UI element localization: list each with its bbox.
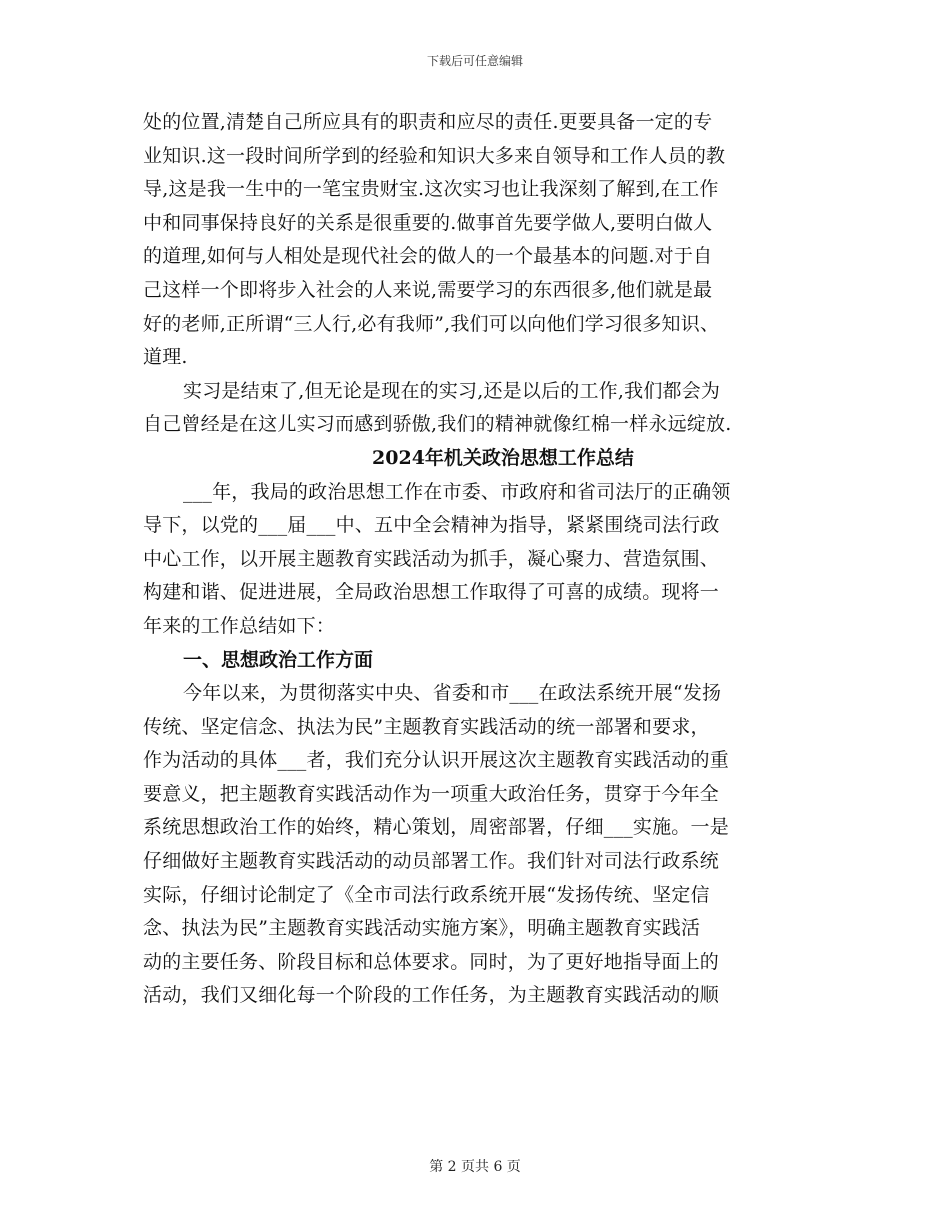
- paragraph-line: 构建和谐、促进进展，全局政治思想工作取得了可喜的成绩。现将一: [143, 581, 720, 604]
- page-header: 下载后可任意编辑: [426, 54, 523, 68]
- paragraph-line: 今年以来，为贯彻落实中央、省委和市___在政法系统开展“发扬: [183, 682, 722, 705]
- section-heading: 一、思想政治工作方面: [183, 648, 374, 671]
- paragraph-line: 系统思想政治工作的始终，精心策划，周密部署，仔细___实施。一是: [143, 816, 729, 839]
- paragraph-line: 业知识.这一段时间所学到的经验和知识大多来自领导和工作人员的教: [143, 144, 726, 167]
- paragraph-line: 自己曾经是在这儿实习而感到骄傲,我们的精神就像红棉一样永远绽放.: [143, 413, 732, 436]
- paragraph-line: 要意义，把主题教育实践活动作为一项重大政治任务，贯穿于今年全: [143, 782, 720, 805]
- paragraph-line: 活动，我们又细化每一个阶段的工作任务，为主题教育实践活动的顺: [143, 984, 720, 1007]
- paragraph-line: 中心工作，以开展主题教育实践活动为抓手，凝心聚力、营造氛围、: [143, 547, 720, 570]
- page-number: 第 2 页共 6 页: [429, 1159, 521, 1175]
- paragraph-line: 实际，仔细讨论制定了《全市司法行政系统开展“发扬传统、坚定信: [143, 883, 710, 906]
- paragraph-line: 实习是结束了,但无论是现在的实习,还是以后的工作,我们都会为: [183, 379, 721, 402]
- paragraph-line: 年来的工作总结如下：: [143, 614, 336, 637]
- document-body: [143, 106, 823, 1013]
- paragraph-line: 仔细做好主题教育实践活动的动员部署工作。我们针对司法行政系统: [143, 850, 720, 873]
- paragraph-line: 道理.: [143, 346, 188, 369]
- paragraph-line: 的道理,如何与人相处是现代社会的做人的一个最基本的问题.对于自: [143, 245, 713, 268]
- document-title: 2024年机关政治思想工作总结: [372, 446, 634, 469]
- paragraph-line: 作为活动的具体___者，我们充分认识开展这次主题教育实践活动的重: [143, 749, 729, 772]
- paragraph-line: ___年，我局的政治思想工作在市委、市政府和省司法厅的正确领: [183, 480, 731, 503]
- paragraph-line: 己这样一个即将步入社会的人来说,需要学习的东西很多,他们就是最: [143, 278, 713, 301]
- paragraph-line: 中和同事保持良好的关系是很重要的.做事首先要学做人,要明白做人: [143, 211, 713, 234]
- paragraph-line: 念、执法为民”主题教育实践活动实施方案》，明确主题教育实践活: [143, 917, 701, 940]
- paragraph-line: 动的主要任务、阶段目标和总体要求。同时，为了更好地指导面上的: [143, 950, 720, 973]
- paragraph-line: 处的位置,清楚自己所应具有的职责和应尽的责任.更要具备一定的专: [143, 111, 713, 133]
- paragraph-line: 传统、坚定信念、执法为民”主题教育实践活动的统一部署和要求，: [143, 715, 710, 738]
- paragraph-line: 好的老师,正所谓“三人行,必有我师”,我们可以向他们学习很多知识、: [143, 312, 720, 335]
- paragraph-line: 导下，以党的___届___中、五中全会精神为指导，紧紧围绕司法行政: [143, 514, 720, 537]
- paragraph-line: 导,这是我一生中的一笔宝贵财宝.这次实习也让我深刻了解到,在工作: [143, 178, 719, 201]
